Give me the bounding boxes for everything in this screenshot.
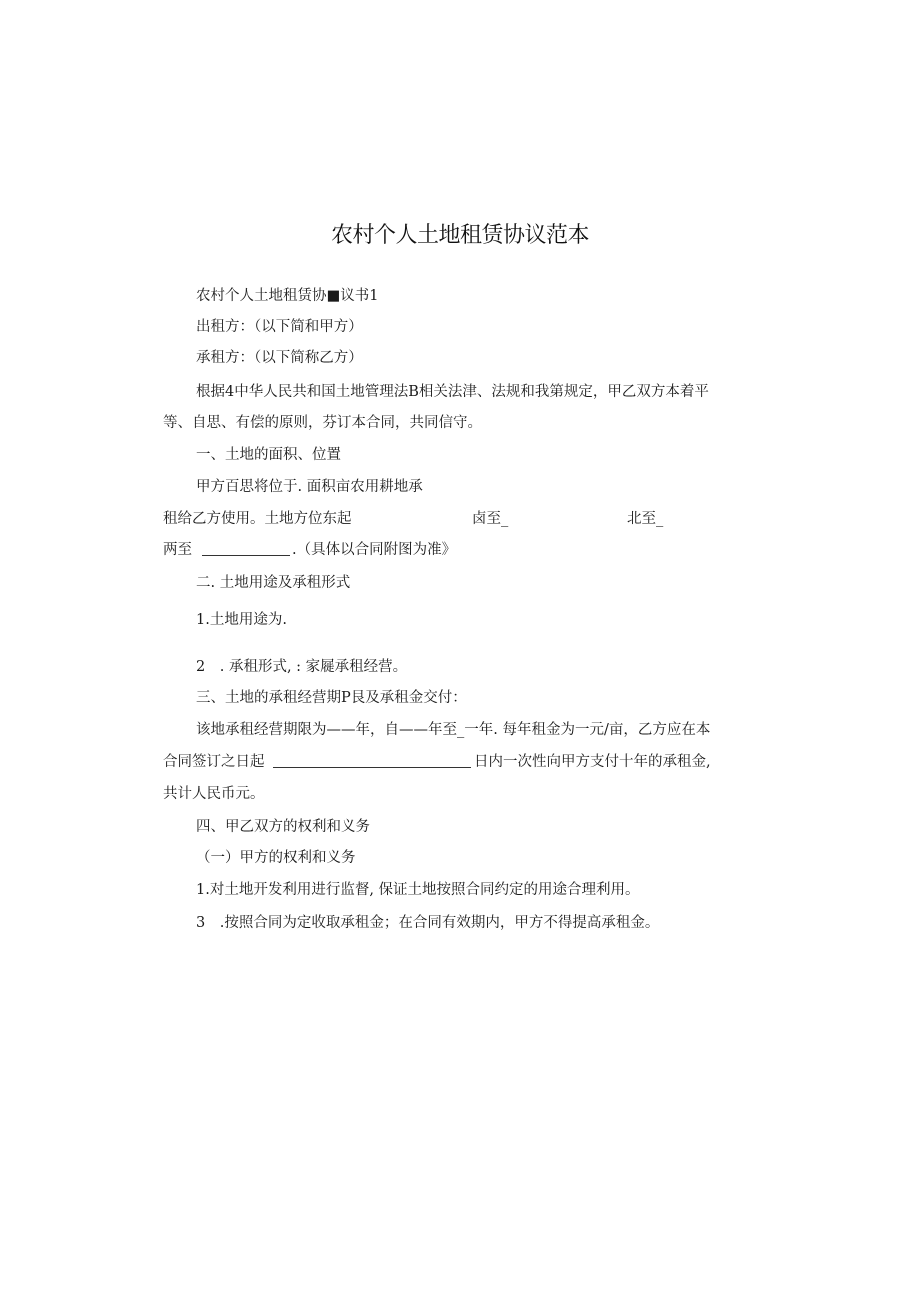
section-1-line-2c: 北至_ bbox=[627, 511, 664, 527]
section-3-heading: 三、土地的承租经营期P艮及承租金交付： bbox=[196, 690, 467, 706]
lessor-line: 出租方：（以下简和甲方） bbox=[196, 319, 363, 335]
lease-form-line: 2 . 承租形式, : 家屣承租经营。 bbox=[196, 659, 408, 675]
lessor-duty-3: 3 .按照合同为定收取承租金；在合同有效期内，甲方不得提高承租金。 bbox=[196, 915, 660, 931]
lessee-line: 承租方：（以下简称乙方） bbox=[196, 350, 363, 366]
section-3-line-2a: 合同签订之日起 bbox=[163, 754, 265, 770]
section-1-heading: 一、土地的面积、位置 bbox=[196, 447, 341, 463]
section-1-line-2b: 卤至_ bbox=[472, 511, 509, 527]
preamble-line-2: 等、自思、有偿的原则，芬订本合同，共同信守。 bbox=[163, 415, 482, 431]
section-1-line-1: 甲方百思将位于. 面积亩农用耕地承 bbox=[196, 479, 423, 495]
section-4-sub-heading: （一）甲方的权利和义务 bbox=[196, 850, 356, 866]
section-1-line-2a: 租给乙方使用。土地方位东起 bbox=[163, 511, 352, 527]
lessor-duty-1: 1.对土地开发利用进行监督, 保证土地按照合同约定的用途合理利用。 bbox=[196, 882, 640, 898]
doc-subtitle: 农村个人土地租赁协■议书1 bbox=[196, 288, 379, 304]
section-3-line-1: 该地承租经营期限为——年，自——年至_一年. 每年租金为一元/亩，乙方应在本 bbox=[196, 722, 711, 738]
section-4-heading: 四、甲乙双方的权利和义务 bbox=[196, 819, 370, 835]
section-2-heading: 二. 土地用途及承租形式 bbox=[196, 575, 351, 591]
page-title: 农村个人土地租赁协议范本 bbox=[330, 223, 589, 248]
section-1-line-3b: .（具体以合同附图为准》 bbox=[292, 542, 457, 558]
section-1-line-3a: 两至 bbox=[163, 542, 192, 558]
land-use-line: 1.土地用途为. bbox=[196, 612, 287, 628]
preamble-line-1: 根据4中华人民共和国土地管理法B相关法津、法规和我第规定，甲乙双方本着平 bbox=[196, 384, 709, 400]
section-3-line-2b: 日内一次性向甲方支付十年的承租金, bbox=[474, 754, 711, 770]
section-3-line-3: 共计人民币元。 bbox=[163, 786, 265, 802]
west-boundary-blank bbox=[202, 541, 290, 556]
payment-days-blank bbox=[273, 753, 471, 768]
